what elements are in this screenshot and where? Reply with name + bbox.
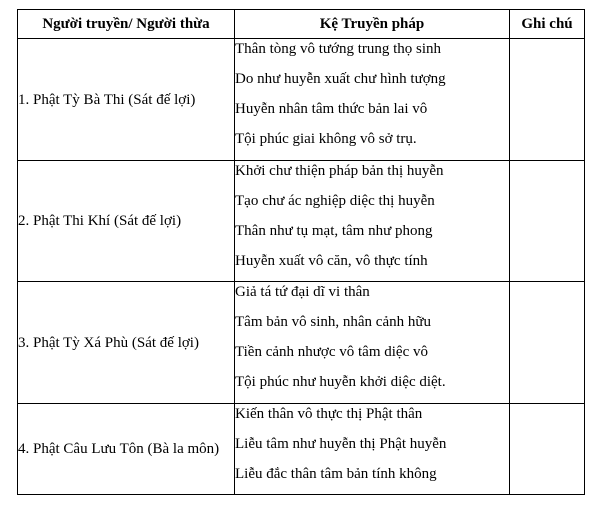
verse-line: Giả tá tứ đại dĩ vi thân — [235, 284, 370, 300]
header-note: Ghi chú — [510, 10, 585, 39]
verse-cell — [235, 404, 510, 495]
verse-line: Tội phúc giai không vô sở trụ. — [235, 131, 417, 147]
person-cell: 4. Phật Câu Lưu Tôn (Bà la môn) — [18, 404, 235, 495]
header-person: Người truyền/ Người thừa — [18, 10, 235, 39]
person-cell: 3. Phật Tỳ Xá Phù (Sát đế lợi) — [18, 282, 235, 404]
header-verse: Kệ Truyền pháp — [235, 10, 510, 39]
verse-line: Tâm bản vô sinh, nhân cảnh hữu — [235, 314, 432, 330]
dharma-transmission-table — [17, 9, 585, 495]
note-cell — [510, 39, 585, 161]
verse-cell — [235, 39, 510, 161]
verse-line: Do như huyễn xuất chư hình tượng — [235, 71, 446, 87]
note-cell — [510, 282, 585, 404]
verse-line: Huyễn xuất vô căn, vô thực tính — [235, 253, 428, 269]
verse-line: Huyễn nhân tâm thức bản lai vô — [235, 101, 428, 117]
verse-line: Khởi chư thiện pháp bản thị huyễn — [235, 163, 444, 179]
verse-line: Tạo chư ác nghiệp diệc thị huyễn — [235, 193, 435, 209]
person-cell: 1. Phật Tỳ Bà Thi (Sát đế lợi) — [18, 39, 235, 161]
table-row — [18, 282, 585, 404]
verse-cell — [235, 282, 510, 404]
verse-line: Tiền cảnh nhược vô tâm diệc vô — [235, 344, 428, 360]
verse-line: Thân tòng vô tướng trung thọ sinh — [235, 41, 442, 57]
verse-line: Thân như tụ mạt, tâm như phong — [235, 223, 433, 239]
header-row — [18, 10, 585, 39]
verse-line: Tội phúc như huyễn khởi diệc diệt. — [235, 374, 446, 390]
verse-line: Kiến thân vô thực thị Phật thân — [235, 406, 423, 422]
person-cell: 2. Phật Thi Khí (Sát đế lợi) — [18, 161, 235, 282]
table-row — [18, 161, 585, 282]
table-row — [18, 39, 585, 161]
note-cell — [510, 161, 585, 282]
verse-line: Liễu tâm như huyễn thị Phật huyễn — [235, 436, 447, 452]
note-cell — [510, 404, 585, 495]
verse-line: Liễu đắc thân tâm bản tính không — [235, 466, 437, 482]
table-row — [18, 404, 585, 495]
verse-cell — [235, 161, 510, 282]
